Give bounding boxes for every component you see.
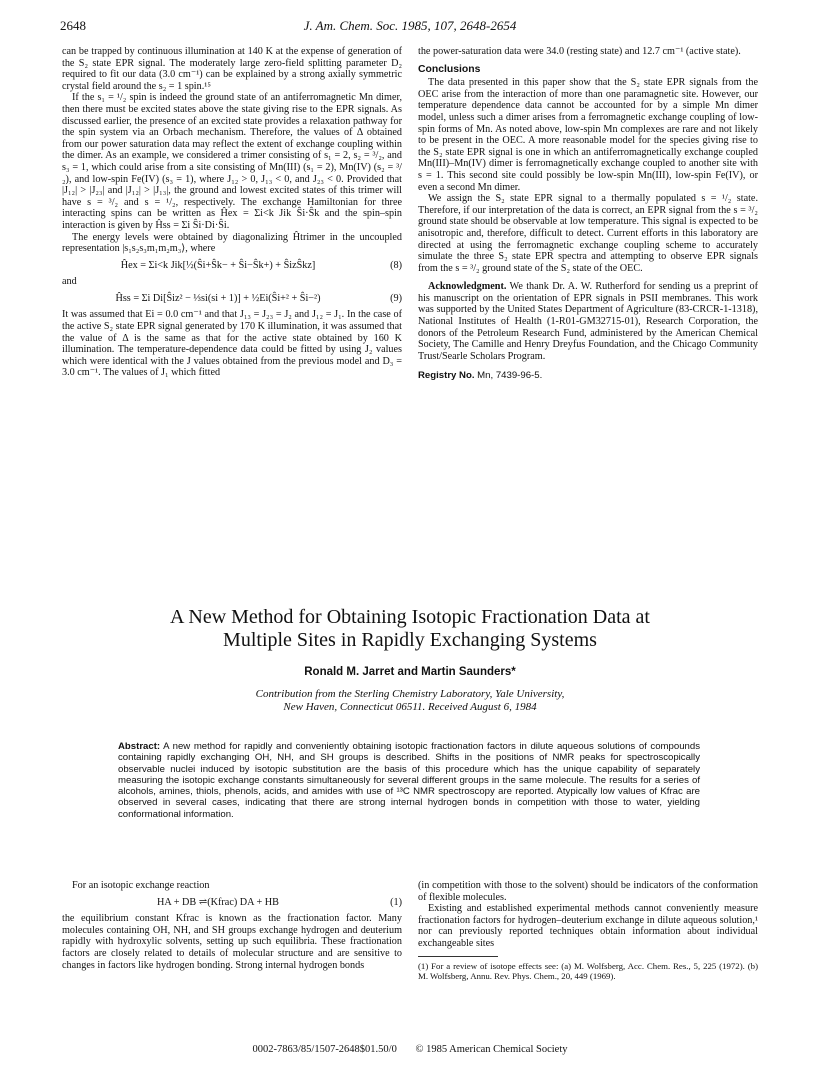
paragraph: It was assumed that Ei = 0.0 cm⁻¹ and that J₁₃ = J₂₃ = J₂ and J₁₂ = J₁. In the case of the active S₂ state EPR signal generated by 170 K illumination, it was assumed that the value of Δ is the same as that for the active state obtained by 160 K illumination. The temperature-dependence data could be fitted by using J₂ values which were identical with the J values obtained from the previous model and D₃ = 3.0 cm⁻¹. The values of J₁ which fitted — [62, 309, 402, 379]
footnote: (1) For a review of isotope effects see: (a) M. Wolfsberg, Acc. Chem. Res., 5, 225 (1972). (b) M. Wolfsberg, Annu. Rev. Phys. Chem., 20, 449 (1969). — [418, 960, 758, 981]
abstract-text: A new method for rapidly and conveniently obtaining isotopic fractionation factors in dilute aqueous solutions of compounds containing rapidly exchanging OH, NH, and SH groups is described. Shifts in the positions of NMR peaks for spectroscopically observable nuclei induced by isotopic substitution are the basis of this procedure which has the unique capability of separately measuring the isotopic exchange constants simultaneously for several different groups in the same molecule. The results for a series of alcohols, amines, thiols, phenols, acids, and amides with use of ¹³C NMR spectroscopy are reported. Atypically low values of Kfrac are observed in several cases, indicating that there are strong internal hydrogen bonds in competition with those to water, yielding conformational information. — [118, 741, 700, 820]
paragraph: Existing and established experimental methods cannot conveniently measure fractionation factors for hydrogen–deuterium exchange in dilute aqueous solution,¹ nor can previously reported techniques obtain information about individual exchangeable sites — [418, 903, 758, 949]
copyright: © 1985 American Chemical Society — [415, 1044, 568, 1055]
paragraph: If the s₁ = ¹/₂ spin is indeed the ground state of an antiferromagnetic Mn dimer, then there must be excited states above the state giving rise to the EPR signals. As discussed earlier, the presence of an excited state provides a relaxation pathway for the spin system via an Orbach mechanism. Therefore, the values of Δ obtained from our power saturation data may reflect the extent of exchange coupling within the dimer. As an example, we considered a trimer consisting of s₁ = 2, s₂ = ³/₂, and s₃ = 1, which could arise from a site consisting of Mn(III) (s₁ = 2), Mn(IV) (s₂ = ³/₂), and low-spin Fe(IV) (s₃ = 1), where J₁₂ > 0, J₁₃ < 0, and J₂₃ < 0. Provided that |J₁₂| > |J₂₃| and |J₁₂| > |J₁₃|, the ground and lowest excited states of this trimer will have s = ³/₂ and s = ¹/₂, respectively. The exchange Hamiltonian for three interacting spins can be written as Ĥex = Σi<k Jik Ŝi·Ŝk and the spin–spin interaction is given by Ĥss = Σi Ŝi·Di·Ŝi. — [62, 92, 402, 231]
paragraph: the power-saturation data were 34.0 (resting state) and 12.7 cm⁻¹ (active state). — [418, 46, 741, 57]
title-line: Multiple Sites in Rapidly Exchanging Systems — [223, 629, 597, 651]
equation-8 — [62, 260, 402, 272]
acknowledgment — [418, 281, 758, 362]
equation-number: (8) — [390, 259, 402, 271]
acknowledgment-heading: Acknowledgment. — [428, 281, 507, 293]
bottom-left-column — [62, 880, 402, 971]
affiliation — [60, 688, 760, 714]
bottom-right-column — [418, 880, 758, 981]
registry-text: Mn, 7439-96-5. — [474, 370, 543, 382]
equation-1 — [62, 897, 402, 909]
section-heading: Conclusions — [418, 63, 481, 75]
journal-citation: J. Am. Chem. Soc. 1985, 107, 2648-2654 — [303, 18, 517, 33]
registry-numbers — [418, 370, 758, 382]
footnote-rule — [418, 956, 498, 957]
paragraph: For an isotopic exchange reaction — [72, 880, 210, 891]
connector-text: and — [62, 276, 77, 288]
authors: Ronald M. Jarret and Martin Saunders* — [304, 666, 516, 678]
paragraph: (in competition with those to the solvent) should be indicators of the conformation of flexible molecules. — [418, 880, 758, 903]
equation-expression: HA + DB ⇌(Kfrac) DA + HB — [157, 896, 279, 908]
paragraph: We assign the S₂ state EPR signal to a thermally populated s = ¹/₂ state. Therefore, if our interpretation of the data is correct, an EPR signal from the s = ³/₂ ground state should be observable at low temperature. This signal is expected to be anisotropic and, therefore, difficult to detect. Current efforts in this laboratory are directed at using the ferromagnetic exchange coupling scheme to accurately simulate the three S₂ state EPR spectra and attempting to observe EPR signals from the s = ³/₂ ground state of the S₂ state of the OEC. — [418, 193, 758, 274]
running-header — [60, 18, 760, 34]
paragraph: The data presented in this paper show that the S₂ state EPR signals from the OEC arise from the interaction of more than one paramagnetic site. However, our temperature dependence data cannot be accounted for by a simple Mn dimer model, unless such a dimer arises from a ferromagnetic exchange coupling of low-spin forms of Mn. As noted above, low-spin Mn complexes are rare and not likely to be present in the OEC. A more reasonable model for the species giving rise to the S₂ state EPR signal is one in which an antiferromagnetically exchange coupled Mn(III)–Mn(IV) dimer is ferromagnetically exchange coupled to another site with s = 1. This second site could possibly be low-spin Mn(III), low-spin Fe(IV), or even a second Mn dimer. — [418, 77, 758, 193]
registry-label: Registry No. — [418, 370, 475, 382]
equation-number: (1) — [390, 896, 402, 908]
affiliation-line: Contribution from the Sterling Chemistry Laboratory, Yale University, — [255, 688, 565, 700]
article-title — [60, 606, 760, 652]
equation-number: (9) — [390, 292, 402, 304]
equation-expression: Ĥss = Σi Di[Ŝiz² − ⅓si(si + 1)] + ½Ei(Ŝi+² + Ŝi−²) — [115, 292, 321, 304]
equation-expression: Ĥex = Σi<k Jik[½(Ŝi+Ŝk− + Ŝi−Ŝk+) + ŜizŜkz] — [120, 259, 316, 271]
top-right-column — [418, 46, 758, 382]
title-line: A New Method for Obtaining Isotopic Fractionation Data at — [170, 606, 650, 628]
abstract-label: Abstract: — [118, 741, 161, 752]
paragraph: the equilibrium constant Kfrac is known as the fractionation factor. Many molecules containing OH, NH, and SH groups exchange hydrogen and deuterium rapidly with hydroxylic solvents, setting up such equilibria. These fractionation factors are closely related to details of molecular structure and are sensitive to changes in factors like hydrogen bonding. Strong internal hydrogen bonds — [62, 913, 402, 971]
paragraph: The energy levels were obtained by diagonalizing Ĥtrimer in the uncoupled representation |s₁s₂s₃m₁m₂m₃⟩, where — [62, 231, 402, 255]
page-number: 2648 — [60, 18, 86, 33]
affiliation-line: New Haven, Connecticut 06511. Received August 6, 1984 — [283, 701, 537, 713]
top-left-column — [62, 46, 402, 379]
article-code: 0002-7863/85/1507-2648$01.50/0 — [252, 1044, 397, 1055]
paragraph: can be trapped by continuous illumination at 140 K at the expense of generation of the S₂ state EPR signal. The moderately large zero-field splitting parameter D₂ required to fit our data (3.0 cm⁻¹) can be explained by a strong axially symmetric crystal field around the s₂ = 1 spin.¹⁵ — [62, 46, 402, 92]
acknowledgment-text: We thank Dr. A. W. Rutherford for sending us a preprint of his manuscript on the orientation of EPR signals in PSII membranes. This work was supported by the United States Department of Agriculture (83-CRCR-1-1318), National Institutes of Health (1-R01-GM32715-01), Research Corporation, the donors of the Petroleum Research Fund, administered by the American Chemical Society, The Camille and Henry Dreyfus Foundation, and the Chicago Community Trust/Searle Scholars Program. — [418, 281, 758, 362]
equation-9 — [62, 293, 402, 305]
abstract — [118, 741, 700, 820]
page-footer — [60, 1044, 760, 1055]
